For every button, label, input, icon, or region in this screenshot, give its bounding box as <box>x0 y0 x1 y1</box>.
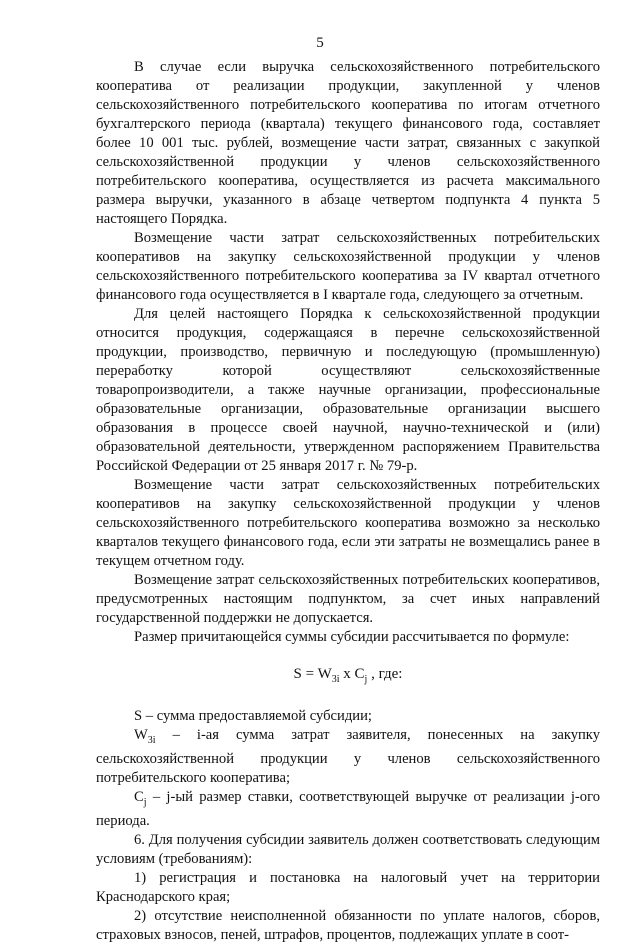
formula-lhs: S = W <box>293 666 332 682</box>
subsidy-formula <box>96 665 600 689</box>
page-number: 5 <box>316 35 324 51</box>
formula-mid: х С <box>339 666 365 682</box>
definition-c-subscript: j <box>143 796 147 808</box>
formula-tail: , где: <box>367 666 403 682</box>
paragraph-fourth-quarter: Возмещение части затрат сельскохозяйственных потребительских кооперативов на закупку сельскохозяйственной продукции у членов сельскохозяйственного потребительского кооператива за IV квартал отчетного финансового года осуществляется в I квартале года, следующего за отчетным. <box>96 230 600 303</box>
definition-w-symbol: W <box>134 727 148 743</box>
section-6-intro: 6. Для получения субсидии заявитель должен соответствовать следующим условиям (требованиям): <box>96 831 600 867</box>
definition-w <box>96 726 600 788</box>
paragraph-formula-intro: Размер причитающейся суммы субсидии рассчитывается по формуле: <box>134 629 570 645</box>
definition-c-symbol: C <box>134 788 144 805</box>
formula-c-subscript: j <box>364 674 368 685</box>
paragraph-revenue-limit: В случае если выручка сельскохозяйственного потребительского кооператива от реализации продукции, закупленной у членов сельскохозяйственного потребительского кооператива по итогам отчетного бухгалтерского периода (квартала) текущего финансового года, составляет более 10 001 тыс. рублей, возмещение части затрат, связанных с закупкой сельскохозяйственной продукции у членов сельскохозяйственного потребительского кооператива, осуществляется из расчета максимального размера выручки, указанного в абзаце четвертом подпункта 4 пункта 5 настоящего Порядка. <box>96 59 600 227</box>
section-6-item-1: 1) регистрация и постановка на налоговый учет на территории Краснодарского края; <box>96 869 600 905</box>
definition-w-subscript: 3i <box>147 734 156 746</box>
formula-w-subscript: 3i <box>331 674 340 685</box>
definition-w-text: – i-ая сумма затрат заявителя, понесенных на закупку сельскохозяйственной продукции у членов сельскохозяйственного потребительского кооператива; <box>96 727 600 786</box>
section-6-item-2: 2) отсутствие неисполненной обязанности по уплате налогов, сборов, страховых взносов, пеней, штрафов, процентов, подлежащих уплате в соот- <box>96 907 600 943</box>
paragraph-product-definition: Для целей настоящего Порядка к сельскохозяйственной продукции относится продукция, содержащаяся в перечне сельскохозяйственной продукции, производство, первичную и последующую (промышленную) переработку которой осуществляют сельскохозяйственные товаропроизводители, а также научные организации, профессиональные образовательные организации, образовательные организации высшего образования в процессе своей научной, научно-технической и (или) образовательной деятельности, утвержденном распоряжением Правительства Российской Федерации от 25 января 2017 г. № 79-р. <box>96 306 600 474</box>
paragraph-no-other-support: Возмещение затрат сельскохозяйственных потребительских кооперативов, предусмотренных настоящим подпунктом, за счет иных направлений государственной поддержки не допускается. <box>96 572 600 626</box>
definition-s: S – сумма предоставляемой субсидии; <box>134 708 372 724</box>
paragraph-multiple-quarters: Возмещение части затрат сельскохозяйственных потребительских кооперативов на закупку сельскохозяйственной продукции у членов сельскохозяйственного потребительского кооператива возможно за несколько кварталов текущего финансового года, если эти затраты не возмещались ранее в текущем отчетном году. <box>96 477 600 569</box>
document-body <box>96 58 600 945</box>
definition-c <box>96 788 600 831</box>
definition-c-text: – j-ый размер ставки, соответствующей выручке от реализации j-ого периода. <box>96 788 600 829</box>
